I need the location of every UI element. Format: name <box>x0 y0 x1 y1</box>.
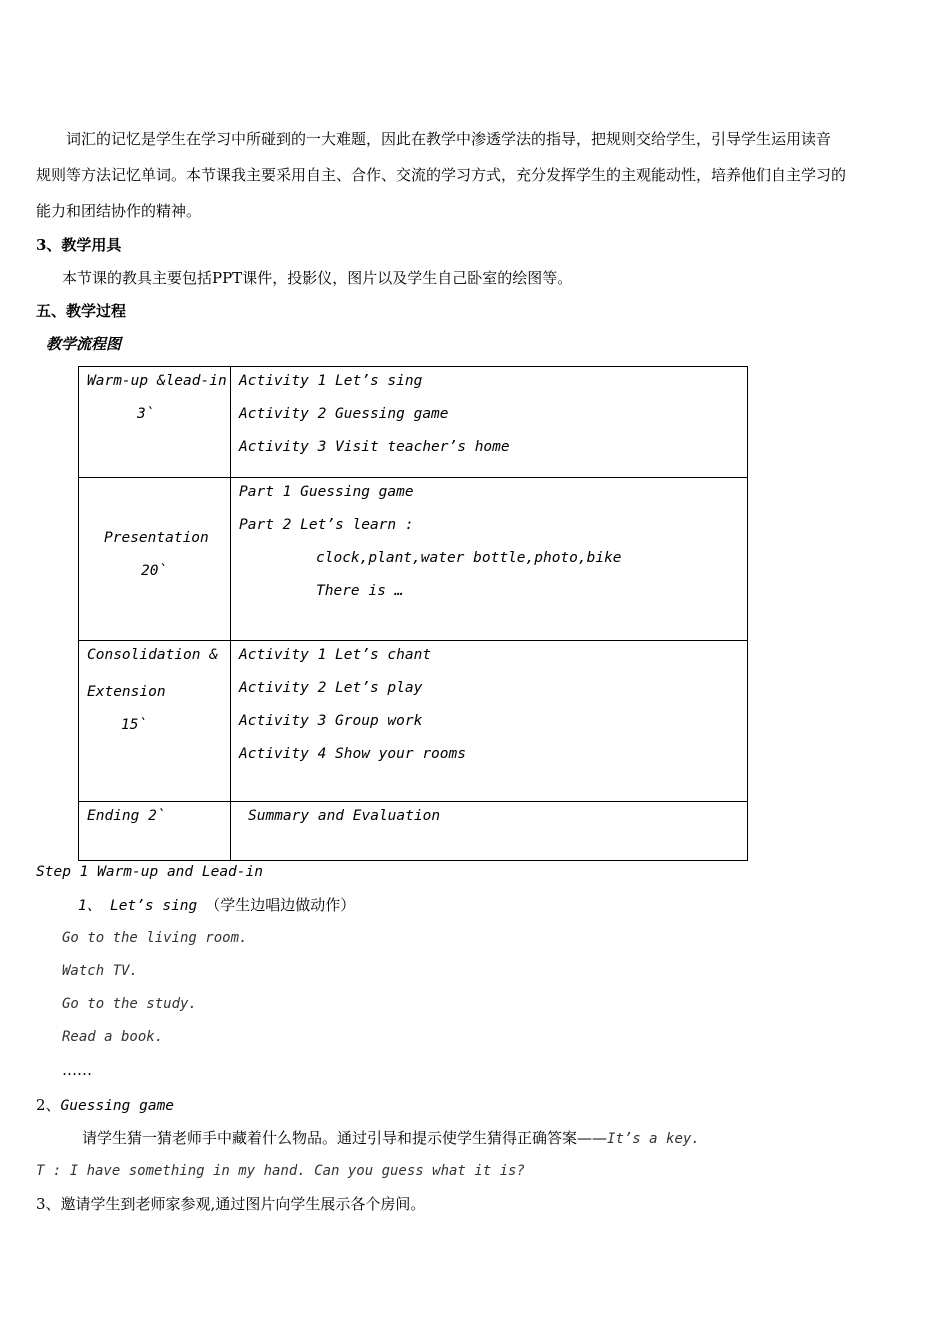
activity-item: Activity 1 Let’s chant <box>239 647 432 663</box>
activity-item: Activity 2 Guessing game <box>239 406 449 422</box>
step-1-item-3: 3、邀请学生到老师家参观,通过图片向学生展示各个房间。 <box>36 1195 426 1213</box>
stage-label: Presentation <box>104 530 209 546</box>
section-3-text: 本节课的教具主要包括PPT课件，投影仪，图片以及学生自己卧室的绘图等。 <box>62 269 573 287</box>
intro-line-3: 能力和团结协作的精神。 <box>36 202 202 220</box>
song-line: Go to the living room. <box>62 930 248 946</box>
teacher-line: T : I have something in my hand. Can you guess what it is? <box>36 1163 525 1179</box>
item-1-label: 1、 Let’s sing <box>78 898 198 914</box>
stage-label: Consolidation & <box>87 647 218 663</box>
flow-chart-title: 教学流程图 <box>46 335 122 353</box>
item-2-label: Guessing game <box>60 1098 175 1114</box>
activity-item: Part 1 Guessing game <box>239 484 414 500</box>
flow-row-consolidation <box>79 641 748 802</box>
flow-activity-cell <box>231 478 748 641</box>
section-5-heading: 五、教学过程 <box>36 302 127 320</box>
step-1-item-2 <box>36 1095 174 1116</box>
item-2-answer: It’s a key. <box>607 1131 700 1147</box>
intro-line-2: 规则等方法记忆单词。本节课我主要采用自主、合作、交流的学习方式，充分发挥学生的主观能动性，培养他们自主学习的 <box>36 166 847 184</box>
flow-stage-cell <box>79 478 231 641</box>
flow-stage-cell <box>79 367 231 478</box>
flow-row-warmup <box>79 367 748 478</box>
item-2-description: 请学生猜一猜老师手中藏着什么物品。通过引导和提示使学生猜得正确答案—— <box>82 1129 608 1147</box>
stage-label: Extension <box>87 684 166 700</box>
stage-time: 20` <box>141 563 168 579</box>
flow-row-ending <box>79 802 748 861</box>
flow-activity-cell <box>231 367 748 478</box>
activity-item: Summary and Evaluation <box>248 808 441 824</box>
item-1-note: （学生边唱边做动作） <box>205 896 356 914</box>
song-line: Watch TV. <box>62 963 138 979</box>
activity-item: Activity 4 Show your rooms <box>239 746 466 762</box>
activity-item: Activity 1 Let’s sing <box>239 373 423 389</box>
song-line: Go to the study. <box>62 996 197 1012</box>
flow-activity-cell <box>231 641 748 802</box>
intro-line-1: 词汇的记忆是学生在学习中所碰到的一大难题，因此在教学中渗透学法的指导，把规则交给学生，引导学生运用读音 <box>66 130 832 148</box>
activity-item: Activity 3 Group work <box>239 713 423 729</box>
section-3-heading: 3、教学用具 <box>36 236 122 254</box>
stage-label: Ending 2` <box>87 808 166 824</box>
flow-row-presentation <box>79 478 748 641</box>
stage-time: 3` <box>137 406 155 422</box>
item-2-number: 2、 <box>36 1096 61 1114</box>
activity-item: There is … <box>316 583 404 599</box>
stage-time: 15` <box>121 717 148 733</box>
flow-stage-cell <box>79 641 231 802</box>
song-ellipsis: …… <box>62 1061 92 1079</box>
activity-item: Part 2 Let’s learn : <box>239 517 414 533</box>
flow-stage-cell <box>79 802 231 861</box>
teaching-flow-table <box>78 366 748 861</box>
flow-activity-cell <box>231 802 748 861</box>
step-1-item-1 <box>78 895 355 916</box>
activity-item: clock,plant,water bottle,photo,bike <box>316 550 622 566</box>
stage-label: Warm-up &lead-in <box>87 373 227 389</box>
activity-item: Activity 3 Visit teacher’s home <box>239 439 510 455</box>
step-1-heading: Step 1 Warm-up and Lead-in <box>36 864 263 880</box>
item-2-text <box>82 1128 700 1149</box>
activity-item: Activity 2 Let’s play <box>239 680 423 696</box>
song-line: Read a book. <box>62 1029 164 1045</box>
